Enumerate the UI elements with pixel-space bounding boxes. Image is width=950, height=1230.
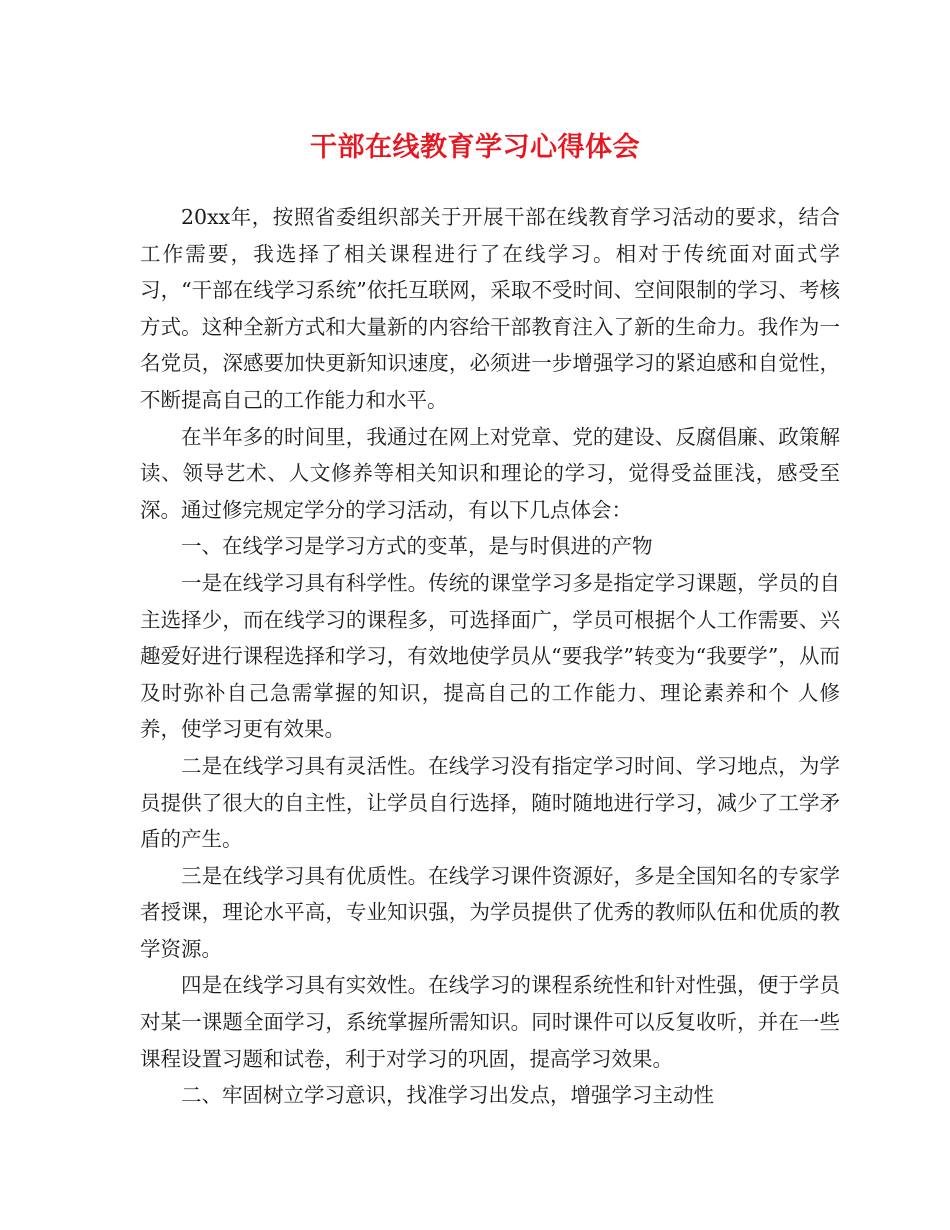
- page-title: 干部在线教育学习心得体会: [310, 132, 640, 163]
- paragraph-study-period: 在半年多的时间里，我通过在网上对党章、党的建设、反腐倡廉、政策解读、领导艺术、人文修养等相关知识和理论的学习，觉得受益匪浅，感受至深。通过修完规定学分的学习活动，有以下几点体会：: [140, 424, 840, 522]
- section-heading-2: 二、牢固树立学习意识，找准学习出发点，增强学习主动性: [181, 1083, 714, 1108]
- paragraph-scientific: 一是在线学习具有科学性。传统的课堂学习多是指定学习课题，学员的自主选择少，而在线学习的课程多，可选择面广，学员可根据个人工作需要、兴趣爱好进行课程选择和学习，有效地使学员从“要我学”转变为“我要学”，从而及时弥补自己急需掌握的知识，提高自己的工作能力、理论素养和个 人修养，使学习更有效果。: [140, 570, 840, 742]
- section-heading-1: 一、在线学习是学习方式的变革，是与时俱进的产物: [181, 534, 653, 559]
- paragraph-effective: 四是在线学习具有实效性。在线学习的课程系统性和针对性强，便于学员对某一课题全面学习，系统掌握所需知识。同时课件可以反复收听，并在一些课程设置习题和试卷，利于对学习的巩固，提高学习效果。: [140, 973, 840, 1071]
- paragraph-quality: 三是在线学习具有优质性。在线学习课件资源好，多是全国知名的专家学者授课，理论水平高，专业知识强，为学员提供了优秀的教师队伍和优质的教学资源。: [140, 863, 840, 961]
- paragraph-intro: 20xx年，按照省委组织部关于开展干部在线教育学习活动的要求，结合工作需要，我选择了相关课程进行了在线学习。相对于传统面对面式学习，“干部在线学习系统”依托互联网，采取不受时间、空间限制的学习、考核方式。这种全新方式和大量新的内容给干部教育注入了新的生命力。我作为一名党员，深感要加快更新知识速度，必须进一步增强学习的紧迫感和自觉性，不断提高自己的工作能力和水平。: [140, 205, 840, 412]
- document-body: [140, 199, 840, 1114]
- paragraph-flexible: 二是在线学习具有灵活性。在线学习没有指定学习时间、学习地点，为学员提供了很大的自主性，让学员自行选择，随时随地进行学习，减少了工学矛盾的产生。: [140, 753, 840, 852]
